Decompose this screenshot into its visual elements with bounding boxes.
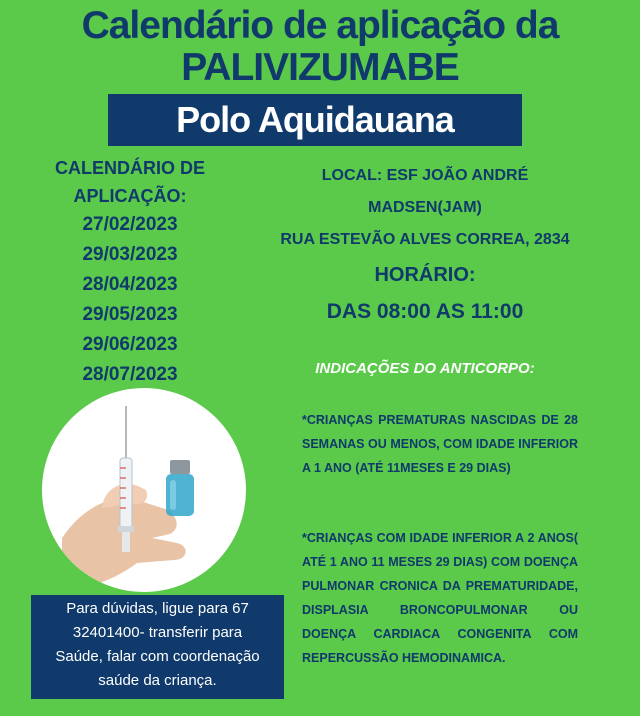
- calendar-date: 28/04/2023: [82, 274, 178, 295]
- indications-title: INDICAÇÕES DO ANTICORPO:: [315, 360, 535, 377]
- calendar-heading-line-2: APLICAÇÃO:: [73, 186, 187, 206]
- calendar-heading: [30, 154, 230, 210]
- calendar-date: 29/05/2023: [82, 304, 178, 325]
- contact-line-2: 32401400- transferir para: [72, 624, 243, 641]
- title-line-2: PALIVIZUMABE: [181, 46, 459, 89]
- indication-item-2: *CRIANÇAS COM IDADE INFERIOR A 2 ANOS( ATÉ 1 ANO 11 MESES 29 DIAS) COM DOENÇA PULMONAR CRONICA DA PREMATURIDADE, DISPLASIA BRONCOPULMONAR OU DOENÇA CARDIACA CONGENITA COM REPERCUSSÃO HEMODINAMICA.: [302, 531, 578, 665]
- title-line-1: Calendário de aplicação da: [81, 4, 559, 47]
- polo-banner: Polo Aquidauana: [108, 94, 522, 146]
- calendar-date: 28/07/2023: [82, 364, 178, 385]
- schedule-label: HORÁRIO:: [374, 264, 476, 286]
- indication-item-1: *CRIANÇAS PREMATURAS NASCIDAS DE 28 SEMANAS OU MENOS, COM IDADE INFERIOR A 1 ANO (ATÉ 11MESES E 29 DIAS): [302, 413, 578, 475]
- syringe-icon: [42, 388, 246, 592]
- calendar-heading-line-1: CALENDÁRIO DE: [54, 158, 205, 178]
- location-line-1: LOCAL: ESF JOÃO ANDRÉ: [321, 167, 529, 184]
- contact-box: [31, 595, 284, 699]
- location-line-2: MADSEN(JAM): [368, 199, 482, 216]
- schedule-hours: DAS 08:00 AS 11:00: [326, 300, 524, 323]
- contact-line-4: saúde da criança.: [98, 672, 217, 689]
- syringe-vial-photo: [42, 388, 246, 592]
- location-address: RUA ESTEVÃO ALVES CORREA, 2834: [280, 231, 570, 248]
- contact-line-3: Saúde, falar com coordenação: [55, 648, 260, 665]
- location-block: [240, 160, 610, 256]
- calendar-dates: [30, 210, 230, 390]
- contact-line-1: Para dúvidas, ligue para 67: [66, 600, 249, 617]
- calendar-date: 27/02/2023: [82, 214, 178, 235]
- calendar-date: 29/06/2023: [82, 334, 178, 355]
- calendar-date: 29/03/2023: [82, 244, 178, 265]
